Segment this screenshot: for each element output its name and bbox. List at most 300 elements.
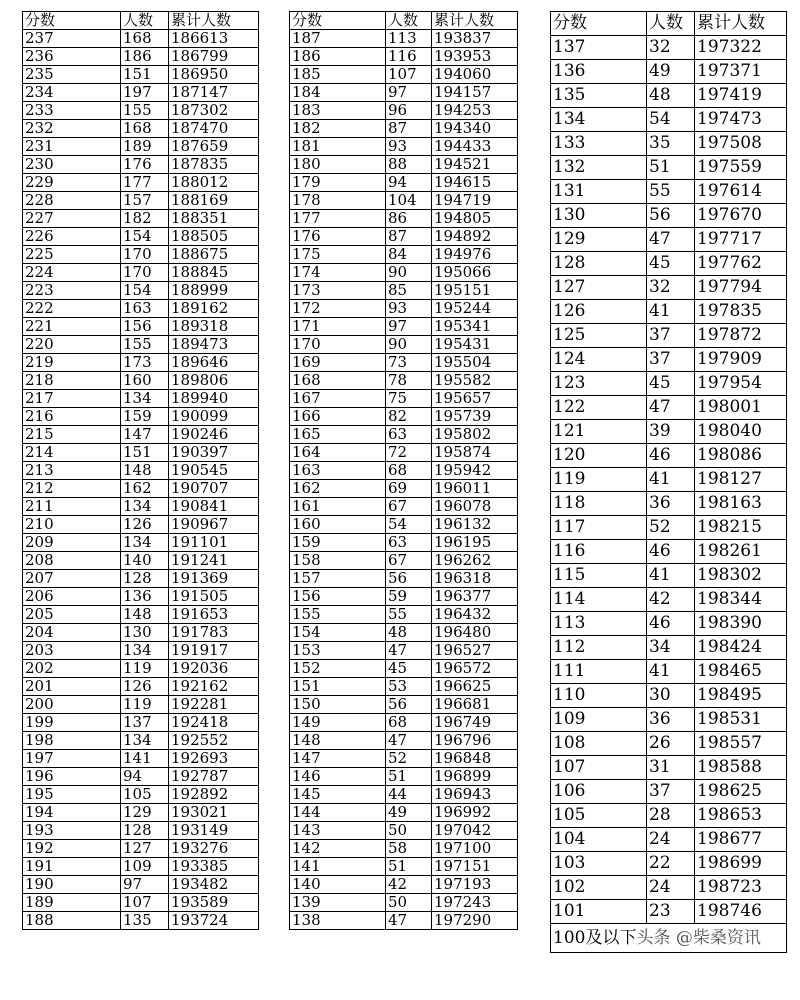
cell-cumulative: 197872 — [695, 324, 787, 348]
cell-score: 153 — [290, 642, 386, 660]
cell-score: 166 — [290, 408, 386, 426]
cell-cumulative: 194892 — [432, 228, 518, 246]
table-row — [551, 444, 787, 468]
cell-cumulative: 191783 — [169, 624, 259, 642]
cell-count: 93 — [386, 138, 432, 156]
cell-score: 227 — [23, 210, 121, 228]
cell-cumulative: 187835 — [169, 156, 259, 174]
table-row — [551, 876, 787, 900]
table-row — [290, 408, 518, 426]
table-row — [23, 462, 259, 480]
cell-score: 224 — [23, 264, 121, 282]
table-row — [290, 138, 518, 156]
cell-score: 102 — [551, 876, 647, 900]
cell-count: 134 — [121, 390, 169, 408]
cell-count: 96 — [386, 102, 432, 120]
cell-score: 204 — [23, 624, 121, 642]
cell-score: 218 — [23, 372, 121, 390]
table-row — [290, 462, 518, 480]
cell-score: 126 — [551, 300, 647, 324]
cell-score: 138 — [290, 912, 386, 930]
cell-count: 35 — [647, 132, 695, 156]
table-row — [290, 48, 518, 66]
cell-score: 155 — [290, 606, 386, 624]
cell-score: 160 — [290, 516, 386, 534]
watermark-text: 头条 @柴桑资讯 — [636, 927, 761, 948]
cell-cumulative: 195582 — [432, 372, 518, 390]
cell-score: 188 — [23, 912, 121, 930]
table-row — [23, 390, 259, 408]
cell-cumulative: 196992 — [432, 804, 518, 822]
cell-score: 192 — [23, 840, 121, 858]
cell-cumulative: 189318 — [169, 318, 259, 336]
cell-count: 56 — [386, 570, 432, 588]
cell-count: 52 — [647, 516, 695, 540]
score-table-2 — [289, 11, 518, 930]
table-row — [551, 612, 787, 636]
cell-score: 108 — [551, 732, 647, 756]
table-row — [23, 534, 259, 552]
cell-count: 157 — [121, 192, 169, 210]
cell-cumulative: 197717 — [695, 228, 787, 252]
table-row — [551, 132, 787, 156]
table-row — [290, 750, 518, 768]
cell-cumulative: 194060 — [432, 66, 518, 84]
cell-cumulative: 192892 — [169, 786, 259, 804]
cell-cumulative: 190246 — [169, 426, 259, 444]
cell-score: 236 — [23, 48, 121, 66]
cell-score: 109 — [551, 708, 647, 732]
table-row — [290, 912, 518, 930]
cell-count: 148 — [121, 462, 169, 480]
cell-score: 162 — [290, 480, 386, 498]
cell-score: 150 — [290, 696, 386, 714]
cell-cumulative: 194340 — [432, 120, 518, 138]
cell-count: 56 — [386, 696, 432, 714]
table-row — [23, 372, 259, 390]
cell-count: 162 — [121, 480, 169, 498]
table-row — [290, 516, 518, 534]
cell-cumulative: 196527 — [432, 642, 518, 660]
cell-count: 42 — [647, 588, 695, 612]
cell-score: 234 — [23, 84, 121, 102]
cell-score: 171 — [290, 318, 386, 336]
cell-cumulative: 197670 — [695, 204, 787, 228]
cell-count: 23 — [647, 900, 695, 924]
cell-score: 107 — [551, 756, 647, 780]
table-row — [551, 84, 787, 108]
cell-score: 136 — [551, 60, 647, 84]
cell-score: 222 — [23, 300, 121, 318]
table-row — [551, 420, 787, 444]
cell-count: 36 — [647, 708, 695, 732]
table-row — [23, 444, 259, 462]
cell-score: 203 — [23, 642, 121, 660]
cell-count: 177 — [121, 174, 169, 192]
cell-cumulative: 197290 — [432, 912, 518, 930]
table-row — [290, 30, 518, 48]
table-row — [23, 264, 259, 282]
cell-count: 58 — [386, 840, 432, 858]
cell-count: 155 — [121, 336, 169, 354]
table-header — [23, 12, 259, 30]
cell-count: 51 — [386, 858, 432, 876]
cell-count: 63 — [386, 426, 432, 444]
table-row — [290, 444, 518, 462]
cell-cumulative: 192787 — [169, 768, 259, 786]
cell-cumulative: 194433 — [432, 138, 518, 156]
table-row — [23, 84, 259, 102]
table-row — [23, 210, 259, 228]
table-row — [23, 408, 259, 426]
table-row — [551, 564, 787, 588]
cell-count: 128 — [121, 570, 169, 588]
table-row — [551, 276, 787, 300]
cell-count: 39 — [647, 420, 695, 444]
table-row — [551, 300, 787, 324]
table-row — [290, 876, 518, 894]
cell-count: 54 — [647, 108, 695, 132]
cell-count: 32 — [647, 36, 695, 60]
cell-score: 165 — [290, 426, 386, 444]
table-row — [290, 246, 518, 264]
table-row — [551, 372, 787, 396]
table-row — [290, 390, 518, 408]
table-row — [23, 858, 259, 876]
cell-cumulative: 198588 — [695, 756, 787, 780]
cell-count: 24 — [647, 876, 695, 900]
table-row — [290, 426, 518, 444]
table-row-final — [551, 924, 787, 953]
cell-count: 116 — [386, 48, 432, 66]
table-row — [290, 660, 518, 678]
cell-cumulative: 192036 — [169, 660, 259, 678]
cell-score: 123 — [551, 372, 647, 396]
cell-count: 45 — [647, 252, 695, 276]
cell-count: 55 — [647, 180, 695, 204]
cell-cumulative: 197473 — [695, 108, 787, 132]
cell-cumulative: 191505 — [169, 588, 259, 606]
cell-count: 88 — [386, 156, 432, 174]
cell-count: 45 — [386, 660, 432, 678]
cell-count: 176 — [121, 156, 169, 174]
cell-cumulative: 186799 — [169, 48, 259, 66]
table-row — [551, 708, 787, 732]
cell-score: 111 — [551, 660, 647, 684]
cell-score: 172 — [290, 300, 386, 318]
cell-count: 119 — [121, 660, 169, 678]
cell-count: 32 — [647, 276, 695, 300]
table-row — [290, 156, 518, 174]
cell-score: 133 — [551, 132, 647, 156]
score-table-1 — [22, 11, 259, 930]
cell-count: 130 — [121, 624, 169, 642]
cell-score: 230 — [23, 156, 121, 174]
cell-cumulative: 198344 — [695, 588, 787, 612]
table-row — [290, 858, 518, 876]
table-row — [23, 30, 259, 48]
cell-score: 167 — [290, 390, 386, 408]
cell-score: 215 — [23, 426, 121, 444]
cell-cumulative: 193149 — [169, 822, 259, 840]
table-row — [551, 780, 787, 804]
table-row — [551, 756, 787, 780]
cell-count: 87 — [386, 228, 432, 246]
cell-cumulative: 196262 — [432, 552, 518, 570]
cell-cumulative: 198127 — [695, 468, 787, 492]
cell-count: 160 — [121, 372, 169, 390]
cell-cumulative: 187302 — [169, 102, 259, 120]
cell-score: 117 — [551, 516, 647, 540]
cell-count: 147 — [121, 426, 169, 444]
cell-score: 152 — [290, 660, 386, 678]
cell-cumulative: 197243 — [432, 894, 518, 912]
cell-cumulative: 196572 — [432, 660, 518, 678]
table-row — [290, 804, 518, 822]
cell-cumulative: 196625 — [432, 678, 518, 696]
table-row — [290, 282, 518, 300]
table-row — [23, 228, 259, 246]
cell-score: 164 — [290, 444, 386, 462]
cell-score: 128 — [551, 252, 647, 276]
cell-count: 87 — [386, 120, 432, 138]
cell-count: 155 — [121, 102, 169, 120]
cell-score: 212 — [23, 480, 121, 498]
cell-score: 193 — [23, 822, 121, 840]
cell-count: 44 — [386, 786, 432, 804]
table-row — [290, 642, 518, 660]
table-row — [23, 786, 259, 804]
cell-cumulative: 196796 — [432, 732, 518, 750]
cell-count: 94 — [121, 768, 169, 786]
cell-cumulative: 194253 — [432, 102, 518, 120]
cell-count: 163 — [121, 300, 169, 318]
cell-count: 47 — [386, 732, 432, 750]
cell-score: 106 — [551, 780, 647, 804]
cell-cumulative: 193953 — [432, 48, 518, 66]
table-row — [23, 894, 259, 912]
cell-count: 170 — [121, 246, 169, 264]
cell-count: 49 — [386, 804, 432, 822]
cell-count: 154 — [121, 228, 169, 246]
table-row — [290, 354, 518, 372]
cell-cumulative: 194805 — [432, 210, 518, 228]
cell-cumulative: 195874 — [432, 444, 518, 462]
cell-score: 154 — [290, 624, 386, 642]
header-count: 人数 — [121, 12, 169, 30]
cell-count: 126 — [121, 516, 169, 534]
cell-cumulative: 190707 — [169, 480, 259, 498]
cell-count: 134 — [121, 642, 169, 660]
cell-count: 37 — [647, 780, 695, 804]
header-cumulative: 累计人数 — [695, 12, 787, 36]
cell-score: 221 — [23, 318, 121, 336]
table-row — [290, 840, 518, 858]
cell-score: 198 — [23, 732, 121, 750]
cell-score: 110 — [551, 684, 647, 708]
cell-cumulative: 189162 — [169, 300, 259, 318]
cell-cumulative: 198653 — [695, 804, 787, 828]
cell-count: 140 — [121, 552, 169, 570]
cell-count: 22 — [647, 852, 695, 876]
table-row — [290, 264, 518, 282]
cell-score: 156 — [290, 588, 386, 606]
cell-cumulative: 193276 — [169, 840, 259, 858]
cell-cumulative: 197042 — [432, 822, 518, 840]
cell-score: 232 — [23, 120, 121, 138]
cell-count: 128 — [121, 822, 169, 840]
cell-count: 104 — [386, 192, 432, 210]
table-row — [23, 282, 259, 300]
cell-count: 42 — [386, 876, 432, 894]
cell-count: 134 — [121, 498, 169, 516]
cell-count: 47 — [386, 642, 432, 660]
header-count: 人数 — [386, 12, 432, 30]
cell-score: 112 — [551, 636, 647, 660]
table-row — [551, 492, 787, 516]
cell-cumulative: 198261 — [695, 540, 787, 564]
table-row — [290, 192, 518, 210]
cell-count: 78 — [386, 372, 432, 390]
table-row — [551, 804, 787, 828]
table-row — [23, 624, 259, 642]
cell-score: 199 — [23, 714, 121, 732]
table-row — [290, 228, 518, 246]
table-row — [290, 768, 518, 786]
cell-cumulative: 197794 — [695, 276, 787, 300]
cell-cumulative: 198163 — [695, 492, 787, 516]
cell-score: 148 — [290, 732, 386, 750]
cell-cumulative: 190099 — [169, 408, 259, 426]
cell-score: 187 — [290, 30, 386, 48]
table-row — [551, 540, 787, 564]
cell-cumulative: 196078 — [432, 498, 518, 516]
table-row — [290, 570, 518, 588]
cell-score: 189 — [23, 894, 121, 912]
cell-score: 207 — [23, 570, 121, 588]
cell-count: 90 — [386, 336, 432, 354]
table-row — [551, 588, 787, 612]
cell-count: 59 — [386, 588, 432, 606]
cell-cumulative: 195657 — [432, 390, 518, 408]
cell-cumulative: 196943 — [432, 786, 518, 804]
table-row — [290, 714, 518, 732]
cell-score: 182 — [290, 120, 386, 138]
table-row — [23, 246, 259, 264]
cell-cumulative: 196195 — [432, 534, 518, 552]
cell-score: 195 — [23, 786, 121, 804]
cell-cumulative: 195942 — [432, 462, 518, 480]
cell-score: 226 — [23, 228, 121, 246]
cell-cumulative: 197835 — [695, 300, 787, 324]
cell-count: 48 — [647, 84, 695, 108]
cell-cumulative: 191369 — [169, 570, 259, 588]
cell-count: 50 — [386, 894, 432, 912]
table-row — [551, 348, 787, 372]
cell-score: 223 — [23, 282, 121, 300]
table-row — [23, 678, 259, 696]
cell-count: 170 — [121, 264, 169, 282]
cell-score: 237 — [23, 30, 121, 48]
cell-count: 72 — [386, 444, 432, 462]
cell-count: 97 — [386, 84, 432, 102]
cell-cumulative: 198557 — [695, 732, 787, 756]
cell-count: 182 — [121, 210, 169, 228]
cell-count: 109 — [121, 858, 169, 876]
cell-count: 126 — [121, 678, 169, 696]
cell-count: 26 — [647, 732, 695, 756]
cell-cumulative: 198424 — [695, 636, 787, 660]
cell-score: 125 — [551, 324, 647, 348]
cell-score: 179 — [290, 174, 386, 192]
cell-count: 82 — [386, 408, 432, 426]
cell-score: 157 — [290, 570, 386, 588]
table-row — [290, 624, 518, 642]
table-row — [290, 318, 518, 336]
cell-count: 197 — [121, 84, 169, 102]
cell-cumulative: 190545 — [169, 462, 259, 480]
cell-score: 120 — [551, 444, 647, 468]
cell-count: 30 — [647, 684, 695, 708]
cell-count: 136 — [121, 588, 169, 606]
cell-count: 86 — [386, 210, 432, 228]
table-row — [23, 102, 259, 120]
table-row — [551, 36, 787, 60]
cell-cumulative: 188012 — [169, 174, 259, 192]
cell-count: 41 — [647, 468, 695, 492]
cell-score: 147 — [290, 750, 386, 768]
cell-score: 231 — [23, 138, 121, 156]
table-row — [290, 588, 518, 606]
cell-count: 189 — [121, 138, 169, 156]
table-row — [290, 336, 518, 354]
cell-count: 127 — [121, 840, 169, 858]
table-header — [290, 12, 518, 30]
cell-score: 131 — [551, 180, 647, 204]
cell-count: 49 — [647, 60, 695, 84]
cell-count: 63 — [386, 534, 432, 552]
cell-count: 141 — [121, 750, 169, 768]
cell-cumulative: 196899 — [432, 768, 518, 786]
cell-count: 134 — [121, 732, 169, 750]
cell-cumulative: 187147 — [169, 84, 259, 102]
cell-cumulative: 197614 — [695, 180, 787, 204]
cell-cumulative: 195504 — [432, 354, 518, 372]
table-row — [23, 696, 259, 714]
cell-count: 84 — [386, 246, 432, 264]
cell-score: 206 — [23, 588, 121, 606]
table-row — [23, 768, 259, 786]
table-body — [290, 30, 518, 930]
cell-cumulative: 197762 — [695, 252, 787, 276]
cell-count: 148 — [121, 606, 169, 624]
cell-count: 67 — [386, 552, 432, 570]
table-row — [290, 678, 518, 696]
cell-cumulative: 194615 — [432, 174, 518, 192]
cell-score: 186 — [290, 48, 386, 66]
header-cumulative: 累计人数 — [169, 12, 259, 30]
cell-score: 169 — [290, 354, 386, 372]
table-row — [290, 498, 518, 516]
cell-score: 170 — [290, 336, 386, 354]
cell-count: 41 — [647, 300, 695, 324]
cell-score: 173 — [290, 282, 386, 300]
cell-score: 163 — [290, 462, 386, 480]
table-row — [23, 300, 259, 318]
table-row — [23, 336, 259, 354]
cell-score: 132 — [551, 156, 647, 180]
cell-count: 34 — [647, 636, 695, 660]
